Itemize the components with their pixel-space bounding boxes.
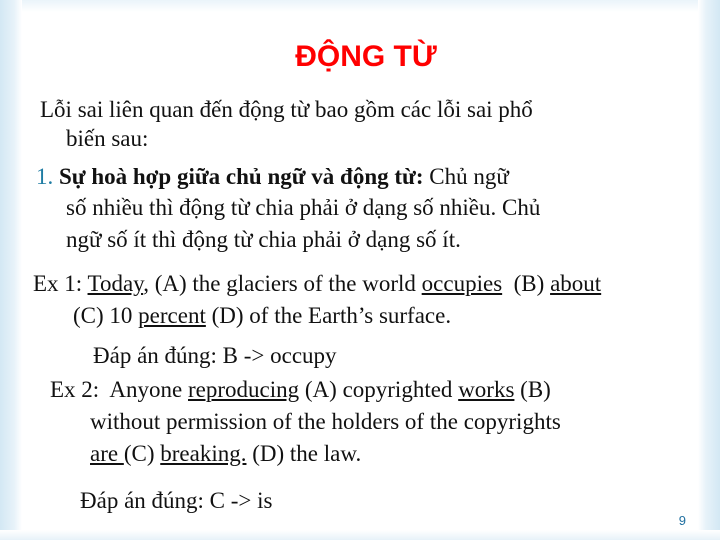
ex2-part2: (B) xyxy=(514,377,551,402)
top-decoration xyxy=(0,0,720,12)
answer-2: Đáp án đúng: C -> is xyxy=(80,488,273,513)
rule-heading: Sự hoà hợp giữa chủ ngữ và động từ: xyxy=(59,164,424,189)
ex2-prefix: Ex 2: Anyone xyxy=(50,377,188,402)
ex2-works: works xyxy=(458,377,515,402)
ex1-part1: , (A) the glaciers of the world xyxy=(143,271,422,296)
ex1-part2: (B) xyxy=(502,271,551,296)
slide-title: ĐỘNG TỪ xyxy=(295,40,437,73)
ex1-prefix: Ex 1: xyxy=(33,271,88,296)
intro-line-2: biến sau: xyxy=(66,126,149,151)
ex1-percent: percent xyxy=(138,303,206,328)
intro-line-1: Lỗi sai liên quan đến động từ bao gồm các lỗi sai phổ xyxy=(40,97,533,122)
example-2-line-1 xyxy=(50,376,551,405)
answer-1: Đáp án đúng: B -> occupy xyxy=(93,343,337,368)
ex2-line3-a: (C) xyxy=(123,441,161,466)
ex2-reproducing: reproducing xyxy=(188,377,300,402)
example-2-line-3 xyxy=(90,440,361,469)
ex2-are: are xyxy=(90,441,124,466)
example-2-line-2: without permission of the holders of the copyrights xyxy=(90,409,561,434)
rule-number: 1. xyxy=(36,164,54,189)
ex1-today: Today xyxy=(87,271,144,296)
rule-line-2: số nhiều thì động từ chia phải ở dạng số nhiều. Chủ xyxy=(66,195,541,220)
rule-line-1 xyxy=(36,163,509,192)
ex1-occupies: occupies xyxy=(421,271,503,296)
ex2-breaking: breaking. xyxy=(160,441,247,466)
ex1-line2-b: (D) of the Earth’s surface. xyxy=(205,303,452,328)
ex2-part1: (A) copyrighted xyxy=(299,377,459,402)
left-decoration xyxy=(0,0,22,540)
rule-text-1: Chủ ngữ xyxy=(423,164,509,189)
bottom-decoration xyxy=(0,530,720,540)
example-1-line-2 xyxy=(73,302,451,331)
page-number: 9 xyxy=(678,513,686,528)
ex1-about: about xyxy=(550,271,602,296)
ex1-line2-a: (C) 10 xyxy=(73,303,139,328)
rule-line-3: ngữ số ít thì động từ chia phải ở dạng số ít. xyxy=(66,227,461,252)
right-decoration xyxy=(698,0,720,540)
ex2-line3-b: (D) the law. xyxy=(246,441,362,466)
example-1-line-1 xyxy=(33,270,601,299)
